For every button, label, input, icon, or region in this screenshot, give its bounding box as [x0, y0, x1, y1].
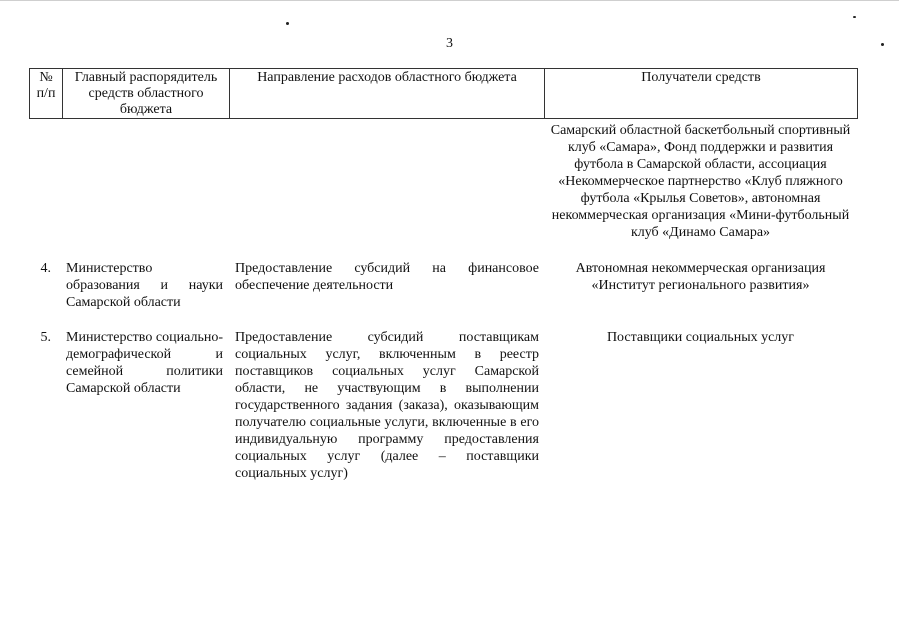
header-direction: Направление расходов областного бюджета	[230, 69, 545, 119]
row-number: 5.	[40, 330, 51, 345]
scan-speck	[853, 16, 856, 18]
row-number: 4.	[40, 261, 51, 276]
continuation-recipients: Самарский областной баскетбольный спортивный клуб «Самара», Фонд поддержки и развития футбола в Самарской области, ассоциация «Некоммерческое партнерство «Клуб пляжного футбола «Крылья Советов», автономная некоммерческая организация «Мини-футбольный клуб «Динамо Самара»	[550, 123, 851, 240]
row-direction: Предоставление субсидий поставщикам социальных услуг, включенным в реестр поставщиков социальных услуг Самарской области, не участвующим в выполнении государственного задания (заказа), оказывающим получателю социальные услуги, включенные в его индивидуальную программу предоставления социальных услуг (далее – поставщики социальных услуг)	[235, 330, 539, 481]
row-manager: Министерство социально-демографической и семейной политики Самарской области	[66, 330, 223, 396]
row-recipients: Автономная некоммерческая организация «Институт регионального развития»	[575, 261, 826, 293]
row-recipients: Поставщики социальных услуг	[606, 330, 795, 345]
header-recipients: Получатели средств	[545, 69, 858, 119]
page-number: 3	[446, 36, 453, 51]
row-direction: Предоставление субсидий на финансовое обеспечение деятельности	[235, 261, 539, 293]
row-manager: Министерство образования и науки Самарской области	[66, 261, 223, 310]
scan-top-edge	[0, 0, 899, 1]
table-header	[29, 68, 858, 119]
header-number: № п/п	[30, 69, 63, 119]
scan-speck	[286, 22, 289, 25]
header-manager: Главный распорядитель средств областного бюджета	[63, 69, 230, 119]
